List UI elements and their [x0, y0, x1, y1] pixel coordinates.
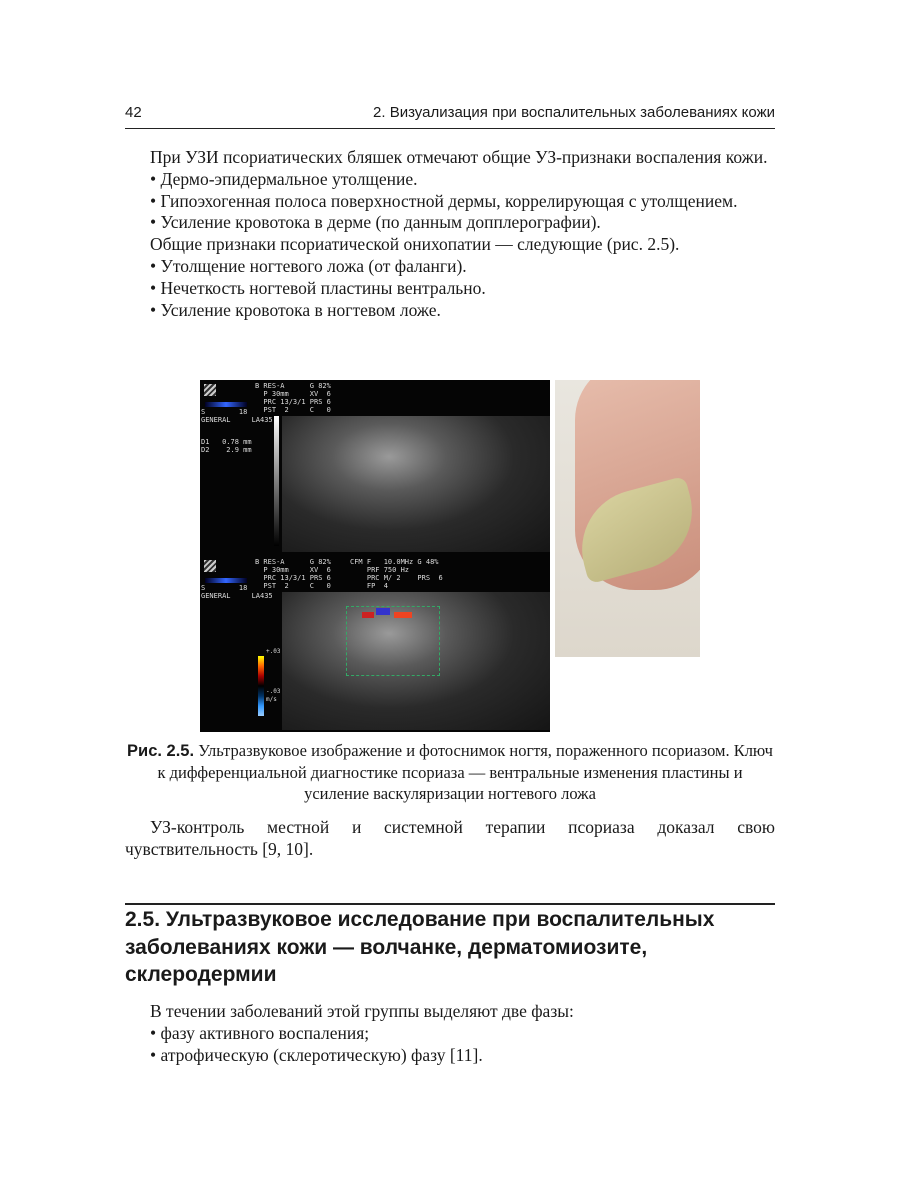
- logo-icon: [204, 384, 216, 396]
- scan-params: B RES-A G 82% P 30mm XV 6 PRC 13/3/1 PRS 6 PST 2 C 0: [255, 382, 331, 414]
- section-heading: 2.5. Ультразвуковое исследование при воспалительных заболеваниях кожи — волчанке, дерматомиозите, склеродермии: [125, 908, 715, 986]
- running-header: [125, 104, 775, 121]
- list-item: • Дермо-эпидермальное утолщение.: [150, 168, 418, 189]
- figure-label: Рис. 2.5.: [127, 742, 195, 760]
- list-item: • Гипоэхогенная полоса поверхностной дермы, коррелирующая с утолщением.: [150, 190, 738, 211]
- after-figure-text: [125, 817, 775, 861]
- paragraph: УЗ-контроль местной и системной терапии псориаза доказал свою чувствительность [9, 10].: [125, 817, 775, 859]
- list-item: • фазу активного воспаления;: [150, 1022, 370, 1043]
- probe-label: S 18 GENERAL LA435: [201, 408, 273, 424]
- section-text: [125, 1001, 775, 1066]
- ultrasound-top-panel: [200, 380, 550, 554]
- doppler-params: CFM F 10.0MHz G 48% PRF 750 Hz PRC M/ 2 PRS 6 FP 4: [350, 558, 443, 590]
- color-box: [346, 606, 440, 676]
- gain-bar: [205, 578, 247, 583]
- paragraph: Общие признаки псориатической онихопатии — следующие (рис. 2.5).: [150, 234, 680, 255]
- b-mode-scan: [282, 416, 550, 552]
- chapter-title: 2. Визуализация при воспалительных заболеваниях кожи: [373, 104, 775, 121]
- list-item: • Нечеткость ногтевой пластины вентрально.: [150, 277, 486, 298]
- intro-text: [125, 147, 775, 321]
- gain-bar: [205, 402, 247, 407]
- scan-params: B RES-A G 82% P 30mm XV 6 PRC 13/3/1 PRS 6 PST 2 C 0: [255, 558, 331, 590]
- logo-icon: [204, 560, 216, 572]
- list-item: • Утолщение ногтевого ложа (от фаланги).: [150, 255, 467, 276]
- doppler-scan: [282, 592, 550, 730]
- nail-photo: [555, 380, 700, 657]
- paragraph: При УЗИ псориатических бляшек отмечают общие УЗ-признаки воспаления кожи.: [150, 147, 768, 167]
- ultrasound-image: [200, 380, 550, 732]
- paragraph: В течении заболеваний этой группы выделяют две фазы:: [150, 1001, 574, 1021]
- figure-caption: [125, 740, 775, 804]
- ultrasound-bottom-panel: [200, 556, 550, 730]
- color-velocity-bar: [258, 656, 264, 716]
- velocity-scale: +.03 -.03 m/s: [266, 648, 281, 703]
- flow-red: [362, 612, 374, 618]
- header-rule: [125, 128, 775, 129]
- probe-label: S 18 GENERAL LA435: [201, 584, 273, 600]
- measurements: D1 0.78 mm D2 2.9 mm: [201, 438, 252, 454]
- caption-text: Ультразвуковое изображение и фотоснимок ногтя, пораженного псориазом. Ключ к дифференциальной диагностике псориаза — вентральные изменения пластины и усиление васкуляризации ногтевого ложа: [157, 741, 773, 803]
- page-number: 42: [125, 104, 142, 121]
- grayscale-bar: [274, 416, 279, 546]
- flow-blue: [376, 608, 390, 615]
- section-rule: [125, 903, 775, 905]
- flow-red: [394, 612, 412, 618]
- list-item: • Усиление кровотока в дерме (по данным допплерографии).: [150, 212, 601, 233]
- list-item: • атрофическую (склеротическую) фазу [11].: [150, 1044, 483, 1065]
- list-item: • Усиление кровотока в ногтевом ложе.: [150, 299, 441, 320]
